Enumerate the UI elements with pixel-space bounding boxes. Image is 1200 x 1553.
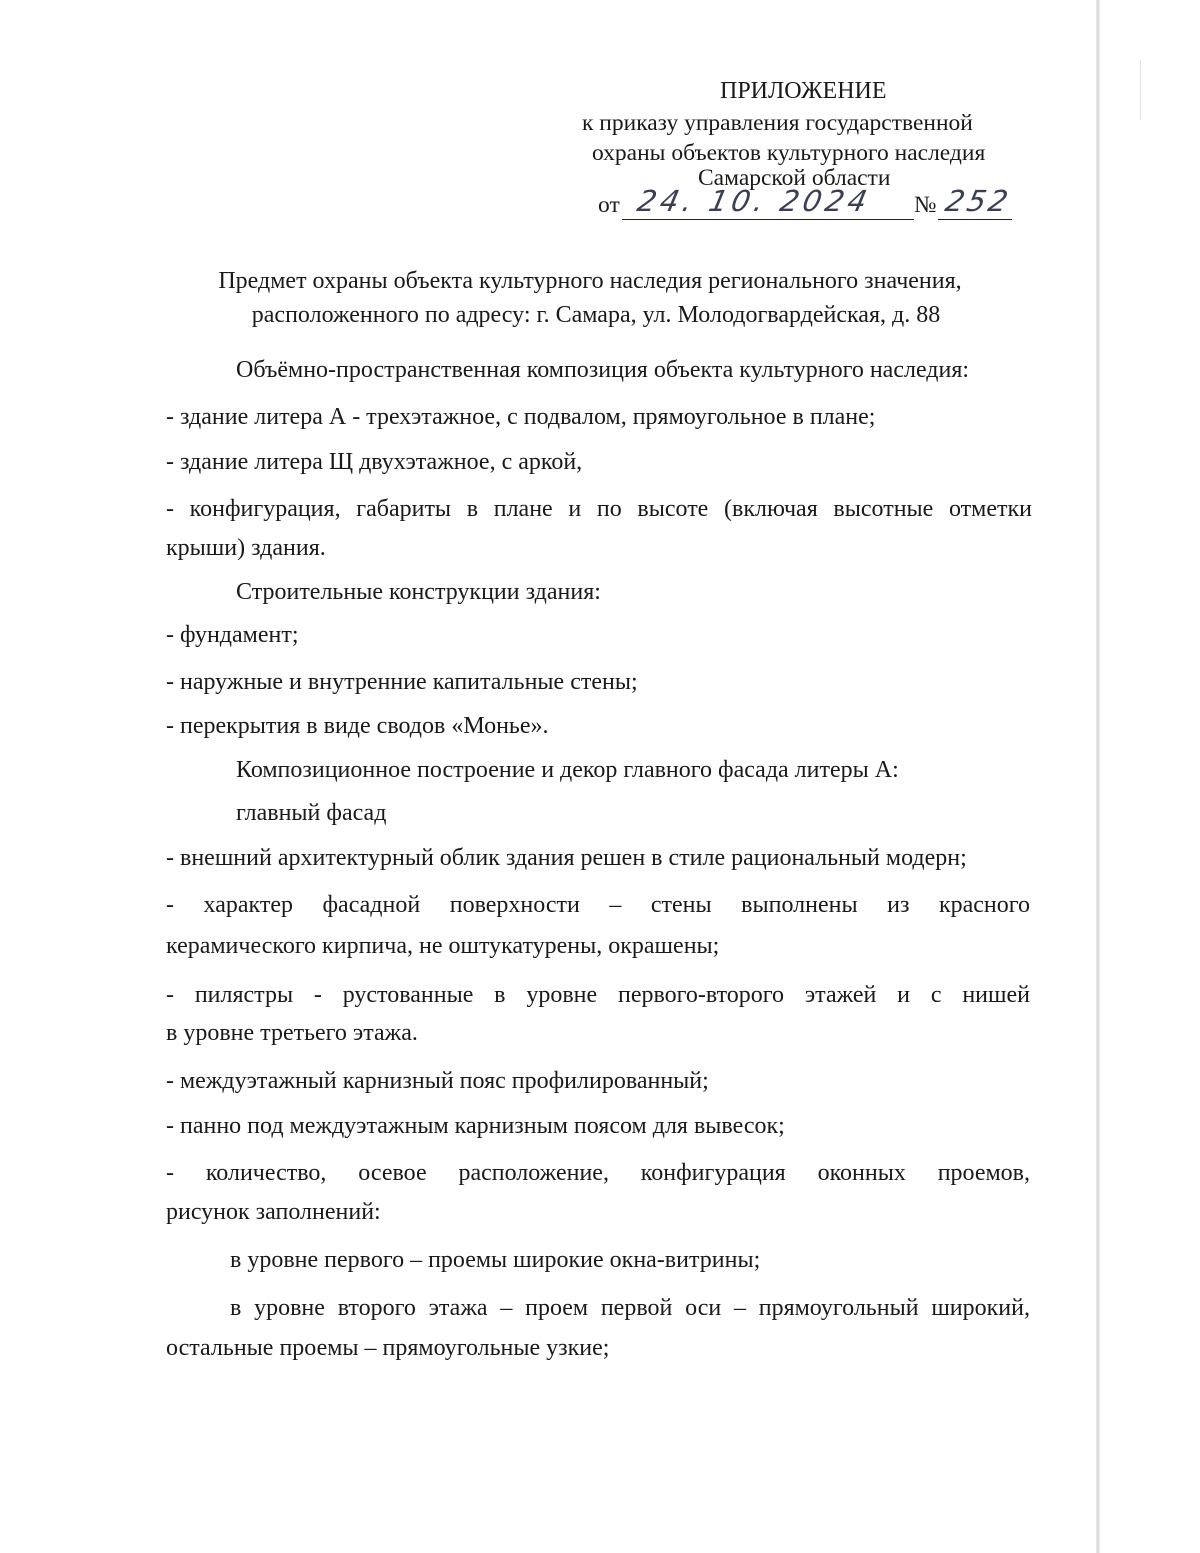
list-item: - перекрытия в виде сводов «Монье». <box>166 713 549 739</box>
list-item: - здание литера А - трехэтажное, с подвалом, прямоугольное в плане; <box>166 404 876 430</box>
handwritten-number: 252 <box>942 184 1014 218</box>
appendix-line-2: охраны объектов культурного наследия <box>592 140 986 166</box>
list-item-continuation: рисунок заполнений: <box>166 1199 381 1225</box>
subject-title-line-1: Предмет охраны объекта культурного наследия регионального значения, <box>218 268 962 294</box>
list-subitem: в уровне второго этажа – проем первой оси – прямоугольный широкий, <box>230 1295 1030 1321</box>
date-prefix: от <box>598 192 620 218</box>
list-item-continuation: крыши) здания. <box>166 535 326 561</box>
list-item: - количество, осевое расположение, конфигурация оконных проемов, <box>166 1160 1030 1186</box>
order-date-number-row <box>598 184 1018 224</box>
list-item: - характер фасадной поверхности – стены выполнены из красного <box>166 892 1030 918</box>
section-heading-structures: Строительные конструкции здания: <box>236 579 601 605</box>
list-item: - наружные и внутренние капитальные стены; <box>166 669 638 695</box>
subheading-main-facade: главный фасад <box>236 800 387 826</box>
list-item: - панно под междуэтажным карнизным поясом для вывесок; <box>166 1113 785 1139</box>
scan-edge-artifact-small <box>1140 60 1141 120</box>
section-heading-volume: Объёмно-пространственная композиция объекта культурного наследия: <box>236 357 970 383</box>
list-item: - конфигурация, габариты в плане и по высоте (включая высотные отметки <box>166 496 1032 522</box>
list-subitem-continuation: остальные проемы – прямоугольные узкие; <box>166 1335 610 1361</box>
scan-edge-artifact <box>1096 0 1100 1553</box>
subject-title-line-2: расположенного по адресу: г. Самара, ул. Молодогвардейская, д. 88 <box>251 302 941 328</box>
date-underline <box>622 219 914 220</box>
number-prefix: № <box>914 192 937 218</box>
appendix-title: ПРИЛОЖЕНИЕ <box>720 78 887 104</box>
list-item-continuation: керамического кирпича, не оштукатурены, окрашены; <box>166 933 720 959</box>
handwritten-date: 24. 10. 2024 <box>634 184 875 218</box>
list-subitem: в уровне первого – проемы широкие окна-витрины; <box>230 1247 761 1273</box>
number-underline <box>938 219 1012 220</box>
appendix-line-3: Самарской области <box>698 165 891 191</box>
list-item: - внешний архитектурный облик здания решен в стиле рациональный модерн; <box>166 845 967 871</box>
list-item: - фундамент; <box>166 622 299 648</box>
appendix-line-1: к приказу управления государственной <box>582 110 973 136</box>
list-item: - пилястры - рустованные в уровне первого-второго этажей и с нишей <box>166 982 1030 1008</box>
section-heading-facade: Композиционное построение и декор главного фасада литеры А: <box>236 757 899 783</box>
list-item: - междуэтажный карнизный пояс профилированный; <box>166 1068 709 1094</box>
list-item-continuation: в уровне третьего этажа. <box>166 1020 418 1046</box>
list-item: - здание литера Щ двухэтажное, с аркой, <box>166 449 583 475</box>
